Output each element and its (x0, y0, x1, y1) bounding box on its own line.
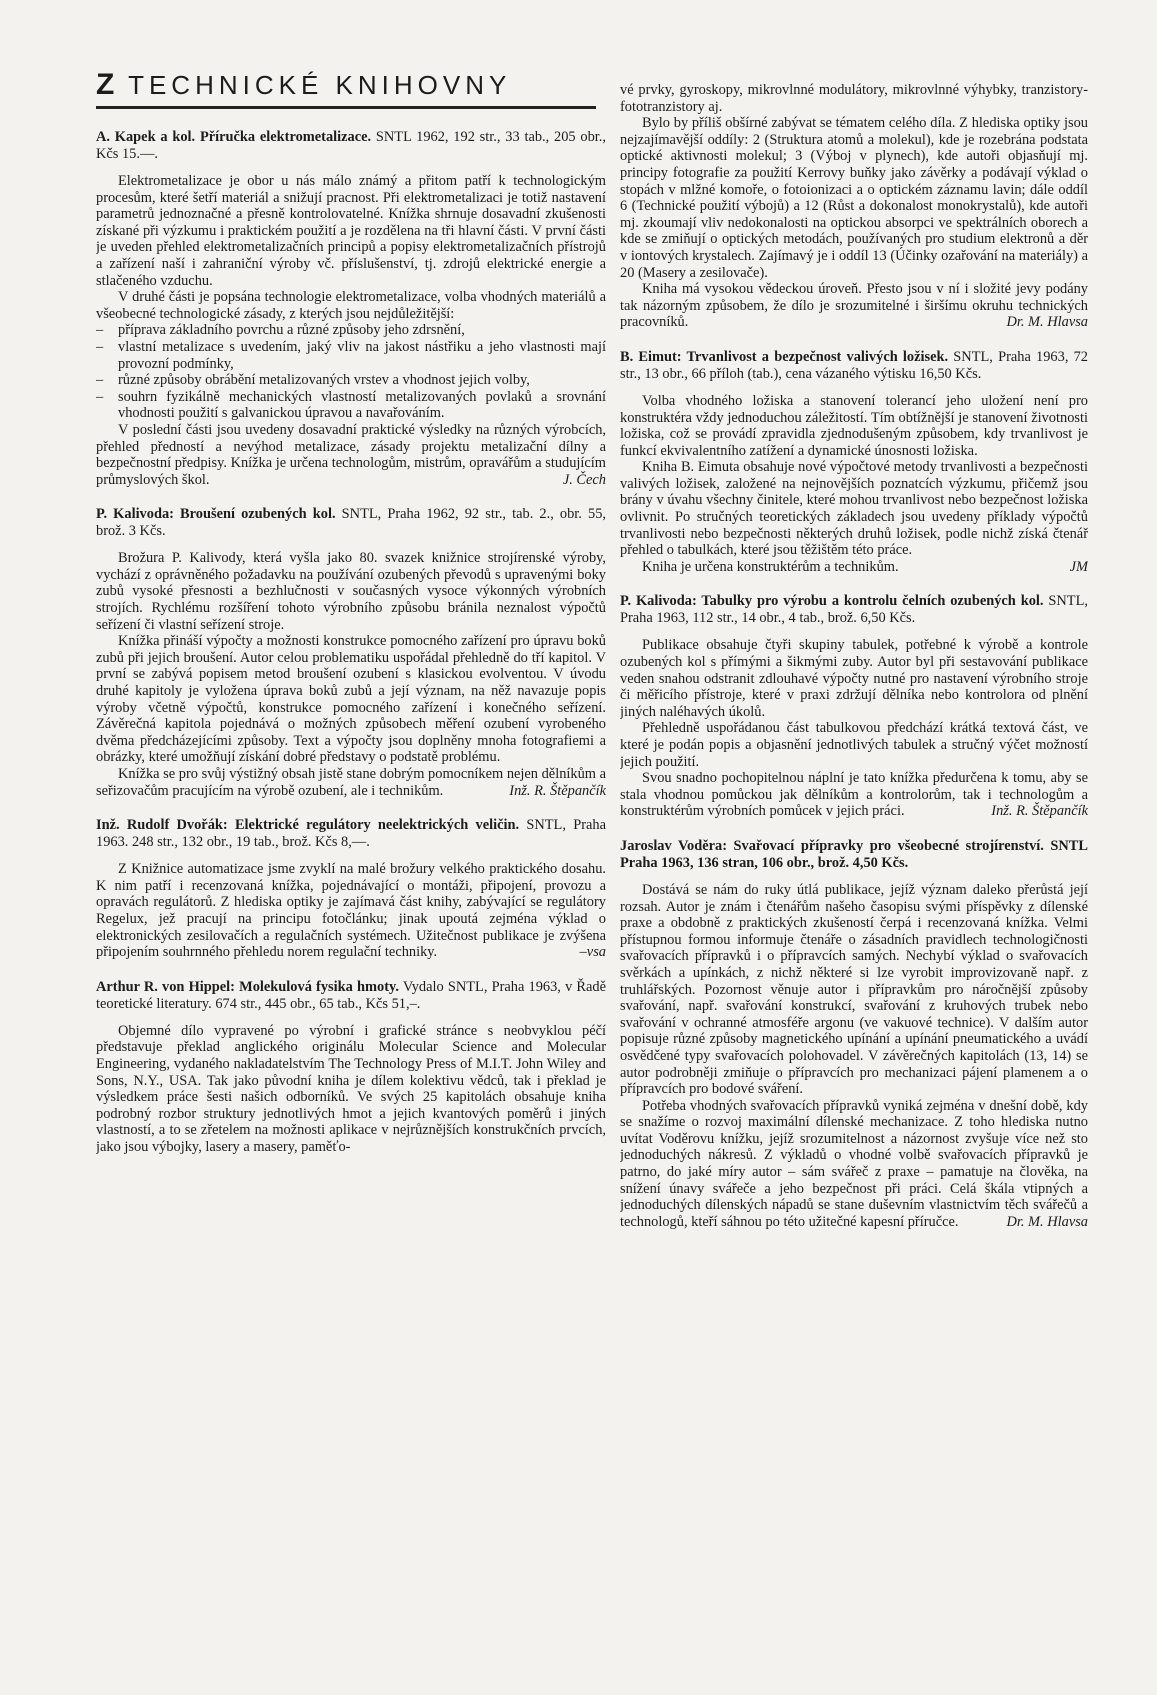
review-author-title: B. Eimut: Trvanlivost a bezpečnost valivých ložisek. (620, 348, 949, 365)
review-bullet-list (96, 322, 606, 422)
list-item: – souhrn fyzikálně mechanických vlastností metalizovaných povlaků a srovnání vhodnosti použití s galvanickou úpravou a navařováním. (96, 389, 606, 422)
left-column (96, 0, 606, 1695)
list-item: – vlastní metalizace s uvedením, jaký vliv na jakost nástřiku a jeho vlastnosti mají provozní podmínky, (96, 339, 606, 372)
review-signature: Inž. R. Štěpančík (991, 803, 1088, 820)
review-info: SNTL, Praha 1963, 72 str., 13 obr., 66 příloh (tab.), cena vázaného výtisku 16,50 Kčs. (620, 348, 1088, 382)
review-info: SNTL, Praha 1962, 92 str., tab. 2., obr. 55, brož. 3 Kčs. (96, 506, 606, 540)
review-paragraph: Brožura P. Kalivody, která vyšla jako 80. svazek knižnice strojírenské výroby, vychází z oprávněného požadavku na používání ozubených převodů s upravenými boky zubů vysoké přesnosti a bezhlučnosti v současných vysoce výkonných výrobních strojích. Rychlému rozšíření tohoto výrobního způsobu bránila neznalost výpočtů seřízení či vlastní seřízení stroje. (96, 550, 606, 633)
section-title-initial: Z (96, 68, 117, 101)
review-text: V poslední části jsou uvedeny dosavadní praktické výsledky na různých výrobcích, přehled předností a nevýhod metalizace, zásady projektu metalizační dílny a bezpečnostní předpisy. Knížka je určena technologům, mistrům, opravářům a studujícím průmyslových škol. (96, 421, 606, 488)
review-paragraph: Elektrometalizace je obor u nás málo známý a přitom patří k technologickým procesům, které šetří materiál a snižují pracnost. Při elektrometalizaci je totiž nastavení parametrů jednoznačné a přesně kontrolovatelné. Knížka shrnuje dosavadní zkušenosti získané při výzkumu i praktickém použití a je rozdělena na tři hlavní části. V první části je uveden přehled elektrometalizačních principů a popisy elektrometalizačních přístrojů a zařízení naší i zahraniční výroby vč. příslušenství, tj. zdrojů elektrické energie a stlačeného vzduchu. (96, 173, 606, 289)
right-column (620, 0, 1088, 1695)
review-author-title: P. Kalivoda: Tabulky pro výrobu a kontrolu čelních ozubených kol. (620, 593, 1044, 610)
review-paragraph (96, 766, 606, 799)
list-item: – různé způsoby obrábění metalizovaných vrstev a vhodnost jejich volby, (96, 372, 606, 389)
review-text: Kniha má vysokou vědeckou úroveň. Přesto jsou v ní i složité jevy podány tak názorným způsobem, že dílo je srozumitelné i širšímu okruhu technických pracovníků. (620, 281, 1088, 331)
review-paragraph (620, 770, 1088, 820)
list-item: – příprava základního povrchu a různé způsoby jeho zdrsnění, (96, 322, 606, 339)
review-author-title: P. Kalivoda: Broušení ozubených kol. (96, 506, 336, 523)
review-vodera (620, 838, 1088, 1230)
review-paragraph (96, 861, 606, 961)
review-info: SNTL, Praha 1963, 112 str., 14 obr., 4 tab., brož. 6,50 Kčs. (620, 593, 1088, 627)
review-kalivoda-tabulky (620, 593, 1088, 820)
review-info: SNTL 1962, 192 str., 33 tab., 205 obr., Kčs 15.—. (96, 129, 606, 162)
review-text: Svou snadno pochopitelnou náplní je tato knížka předurčena k tomu, aby se stala vhodnou pomůckou jak dělníkům a kontrolorům, tak i technologům a konstruktérům výrobních pomůcek v jejich práci. (620, 770, 1088, 820)
review-signature: J. Čech (562, 471, 606, 488)
review-paragraph: Dostává se nám do ruky útlá publikace, jejíž význam daleko přerůstá její rozsah. Autor je znám i čtenářům našeho časopisu svými příspěvky z dílenské praxe a obdobně z praktických zkušeností čerpá i recenzovaná knížka. Velmi přístupnou formou informuje čtenáře o zásadních pravidlech technologičnosti svařovacích přípravků i o přípravcích samých. Nechybí výklad o svařovacích svěrkách a upínkách, z nichž některé si lze vyrobit improvizovaně např. z truhlářských. Pozornost věnuje autor i přípravkům pro náročnější způsoby svařování, např. svařování konstrukcí, svařování z kruhových trubek nebo svařování v ochranné atmosféře argonu (ve vakuové technice). V dalším autor popisuje různé způsoby magnetického upínání a upínání pneumatického a uvádí osvědčené typy svařovacích polohovadel. V závěrečných kapitolách (13, 14) se autor podrobněji zmiňuje o přípravcích pro mechanizaci pájení plamenem a o přípravcích pro bodové sváření. (620, 881, 1088, 1098)
review-paragraph: Objemné dílo vypravené po výrobní i grafické stránce s neobvyklou péčí představuje překlad anglického originálu Molecular Science and Molecular Engineering, vydaného nakladatelstvím The Technology Press of M.I.T. John Wiley and Sons, N.Y., USA. Tak jako původní kniha je dílem kolektivu vědců, tak i překlad je výsledkem práce šesti našich odborníků. Ve svých 25 kapitolách obsahuje kniha podrobný rozbor struktury jednotlivých hmot a jejich kvantových poměrů i jiných vlastností, a to se zřetelem na možnosti aplikace v nejrůznějších konstrukčních prvcích, jako jsou výbojky, lasery a masery, paměťo- (96, 1022, 606, 1155)
section-title-rest: TECHNICKÉ KNIHOVNY (116, 70, 512, 100)
review-heading: Jaroslav Voděra: Svařovací přípravky pro všeobecné strojírenství. SNTL Praha 1963, 136 stran, 106 obr., brož. 4,50 Kčs. (620, 837, 1088, 871)
review-info: Vydalo SNTL, Praha 1963, v Řadě teoretické literatury. 674 str., 445 obr., 65 tab., Kčs 51,–. (96, 978, 606, 1012)
review-info: SNTL, Praha 1963. 248 str., 132 obr., 19 tab., brož. Kčs 8,—. (96, 817, 606, 851)
review-heading (96, 979, 606, 1013)
review-signature: Dr. M. Hlavsa (1006, 314, 1088, 331)
review-eimut (620, 349, 1088, 576)
review-paragraph: vé prvky, gyroskopy, mikrovlnné modulátory, mikrovlnné výhybky, tranzistory-fototranzistory aj. (620, 82, 1088, 115)
review-paragraph (620, 559, 1088, 576)
review-paragraph: Volba vhodného ložiska a stanovení tolerancí jeho uložení není pro konstruktéra vždy jednoduchou záležitostí. Tím obtížnější je stanovení životnosti ložiska, což se provádí zpravidla zjednodušeným způsobem, kdy trvanlivost je funkcí ekvivalentního zatížení a dynamické únosnosti ložiska. (620, 392, 1088, 459)
review-paragraph: V druhé části je popsána technologie elektrometalizace, volba vhodných materiálů a všeobecné technologické zásady, z kterých jsou nejdůležitější: (96, 289, 606, 322)
review-paragraph (620, 281, 1088, 331)
review-author-title: Arthur R. von Hippel: Molekulová fysika hmoty. (96, 978, 399, 995)
review-von-hippel-continued (620, 82, 1088, 331)
review-heading (620, 593, 1088, 627)
review-signature: JM (1069, 558, 1088, 575)
review-paragraph (620, 1098, 1088, 1231)
review-heading (96, 506, 606, 540)
review-heading (620, 349, 1088, 383)
review-dvorak (96, 817, 606, 961)
review-heading (96, 129, 606, 163)
review-kalivoda-brouseni (96, 506, 606, 799)
review-signature: Inž. R. Štěpančík (509, 782, 606, 799)
review-paragraph: Kniha B. Eimuta obsahuje nové výpočtové metody trvanlivosti a bezpečnosti valivých ložisek, založené na nejnovějších poznatcích výzkumu, přičemž jsou brány v úvahu všechny činitele, které mohou trvanlivost nebo bezpečnost ložiska ovlivnit. Po stručných teoretických základech jsou uvedeny příklady výpočtů trvanlivosti nebo bezpečnosti některých druhů ložisek, podle nichž získá čtenář přehled o tabulkách, které jsou těžištěm této práce. (620, 459, 1088, 559)
review-text: Knížka se pro svůj výstižný obsah jistě stane dobrým pomocníkem nejen dělníkům a seřizovačům pracujícím na výrobě ozubení, ale i technikům. (96, 766, 606, 799)
review-paragraph: Knížka přináší výpočty a možnosti konstrukce pomocného zařízení pro úpravu boků zubů při jejich broušení. Autor celou problematiku uspořádal přehledně do tří kapitol. V první se zabývá popisem metod broušení ozubení s klasickou evolventou. V úvodu druhé kapitoly je vyložena úprava boků zubů a její význam, na něž navazuje popis výroby včetně výpočtů, konstrukce pomocného zařízení i konečného seřízení. Závěrečná kapitola pojednává o možných způsobech měření ozubení vyrobeného dvěma předcházejícími způsoby. Text a výpočty jsou doplněny mnoha fotografiemi a obrázky, které umožňují získání dobré představy o podstatě problému. (96, 633, 606, 766)
review-text: Kniha je určena konstruktérům a technikům. (642, 558, 899, 575)
review-author-title: Inž. Rudolf Dvořák: Elektrické regulátory neelektrických veličin. (96, 817, 520, 834)
review-paragraph (96, 422, 606, 488)
review-paragraph: Publikace obsahuje čtyři skupiny tabulek, potřebné k výrobě a kontrole ozubených kol s přímými a šikmými zuby. Autor byl při sestavování publikace veden snahou odstranit zdlouhavé výpočty nutné pro nastavení výrobního stroje či měřicího přístroje, které v praxi zdržují dělníka nebo kontrolora od plnění jiných naléhavých úkolů. (620, 637, 1088, 720)
review-kapek (96, 129, 606, 488)
review-paragraph: Bylo by příliš obšírné zabývat se tématem celého díla. Z hlediska optiky jsou nejzajímavější oddíly: 2 (Struktura atomů a molekul), kde je rozebrána podstata optické aktivnosti molekul; 3 (Výboj v plynech), kde autoři objasňují mj. principy fotografie za použití Kerrovy buňky jako závěrky a podávají výklad o stopách v mlžné komoře, o fotoionizaci a o optickém záznamu lavin; dále oddíl 6 (Technické použití výbojů) a 12 (Růst a dokonalost monokrystalů), kde autoři mj. zkoumají vliv nedokonalosti na optickou absorpci ve spektrálních oborech a kde se zmiňují o optických metodách, používaných pro studium elektronů a děr v iontových krystalech. Zajímavý je i oddíl 13 (Účinky ozařování na materiály) a 20 (Masery a zesilovače). (620, 115, 1088, 281)
review-paragraph: Přehledně uspořádanou část tabulkovou předchází krátká textová část, ve které je podán popis a objasnění jednotlivých tabulek a stručný výčet možností jejich použití. (620, 720, 1088, 770)
review-signature: Dr. M. Hlavsa (1006, 1213, 1088, 1230)
section-title (96, 68, 606, 102)
review-signature: –vsa (579, 944, 606, 961)
review-text: Potřeba vhodných svařovacích přípravků vyniká zejména v dnešní době, kdy se snažíme o rozvoj maximální dílenské mechanizace. Z toho hlediska nutno uvítat Voděrovu knížku, jejíž srozumitelnost a názornost zvyšuje více než sto jednoduchých nákresů. Z výkladů o vhodné volbě svařovacích přípravků je patrno, do jaké míry autor – sám svářeč z praxe – pamatuje na člověka, na snížení únavy svářeče a jeho bezpečnost při práci. Celá škála vtipných a jednoduchých dílenských nápadů se stane duševním vlastnictvím těch svářečů a technologů, kteří sáhnou po této užitečné kapesní příručce. (620, 1097, 1088, 1230)
review-author-title: A. Kapek a kol. Příručka elektrometalizace. (96, 129, 372, 145)
review-text: Z Knižnice automatizace jsme zvyklí na malé brožury velkého praktického dosahu. K nim patří i recenzovaná knížka, pojednávající o montáži, připojení, provozu a opravách regulátorů. Z hlediska optiky je zajímavá část knihy, zabývající se regulátory Regelux, jež pracují na principu fotočlánku; jinak upoutá zejména výklad o elektronických zesilovačích a regulačních systémech. Užitečnost publikace je zvýšena připojením souhrnného přehledu norem regulační techniky. (96, 861, 606, 961)
review-heading (96, 817, 606, 851)
review-von-hippel (96, 979, 606, 1156)
